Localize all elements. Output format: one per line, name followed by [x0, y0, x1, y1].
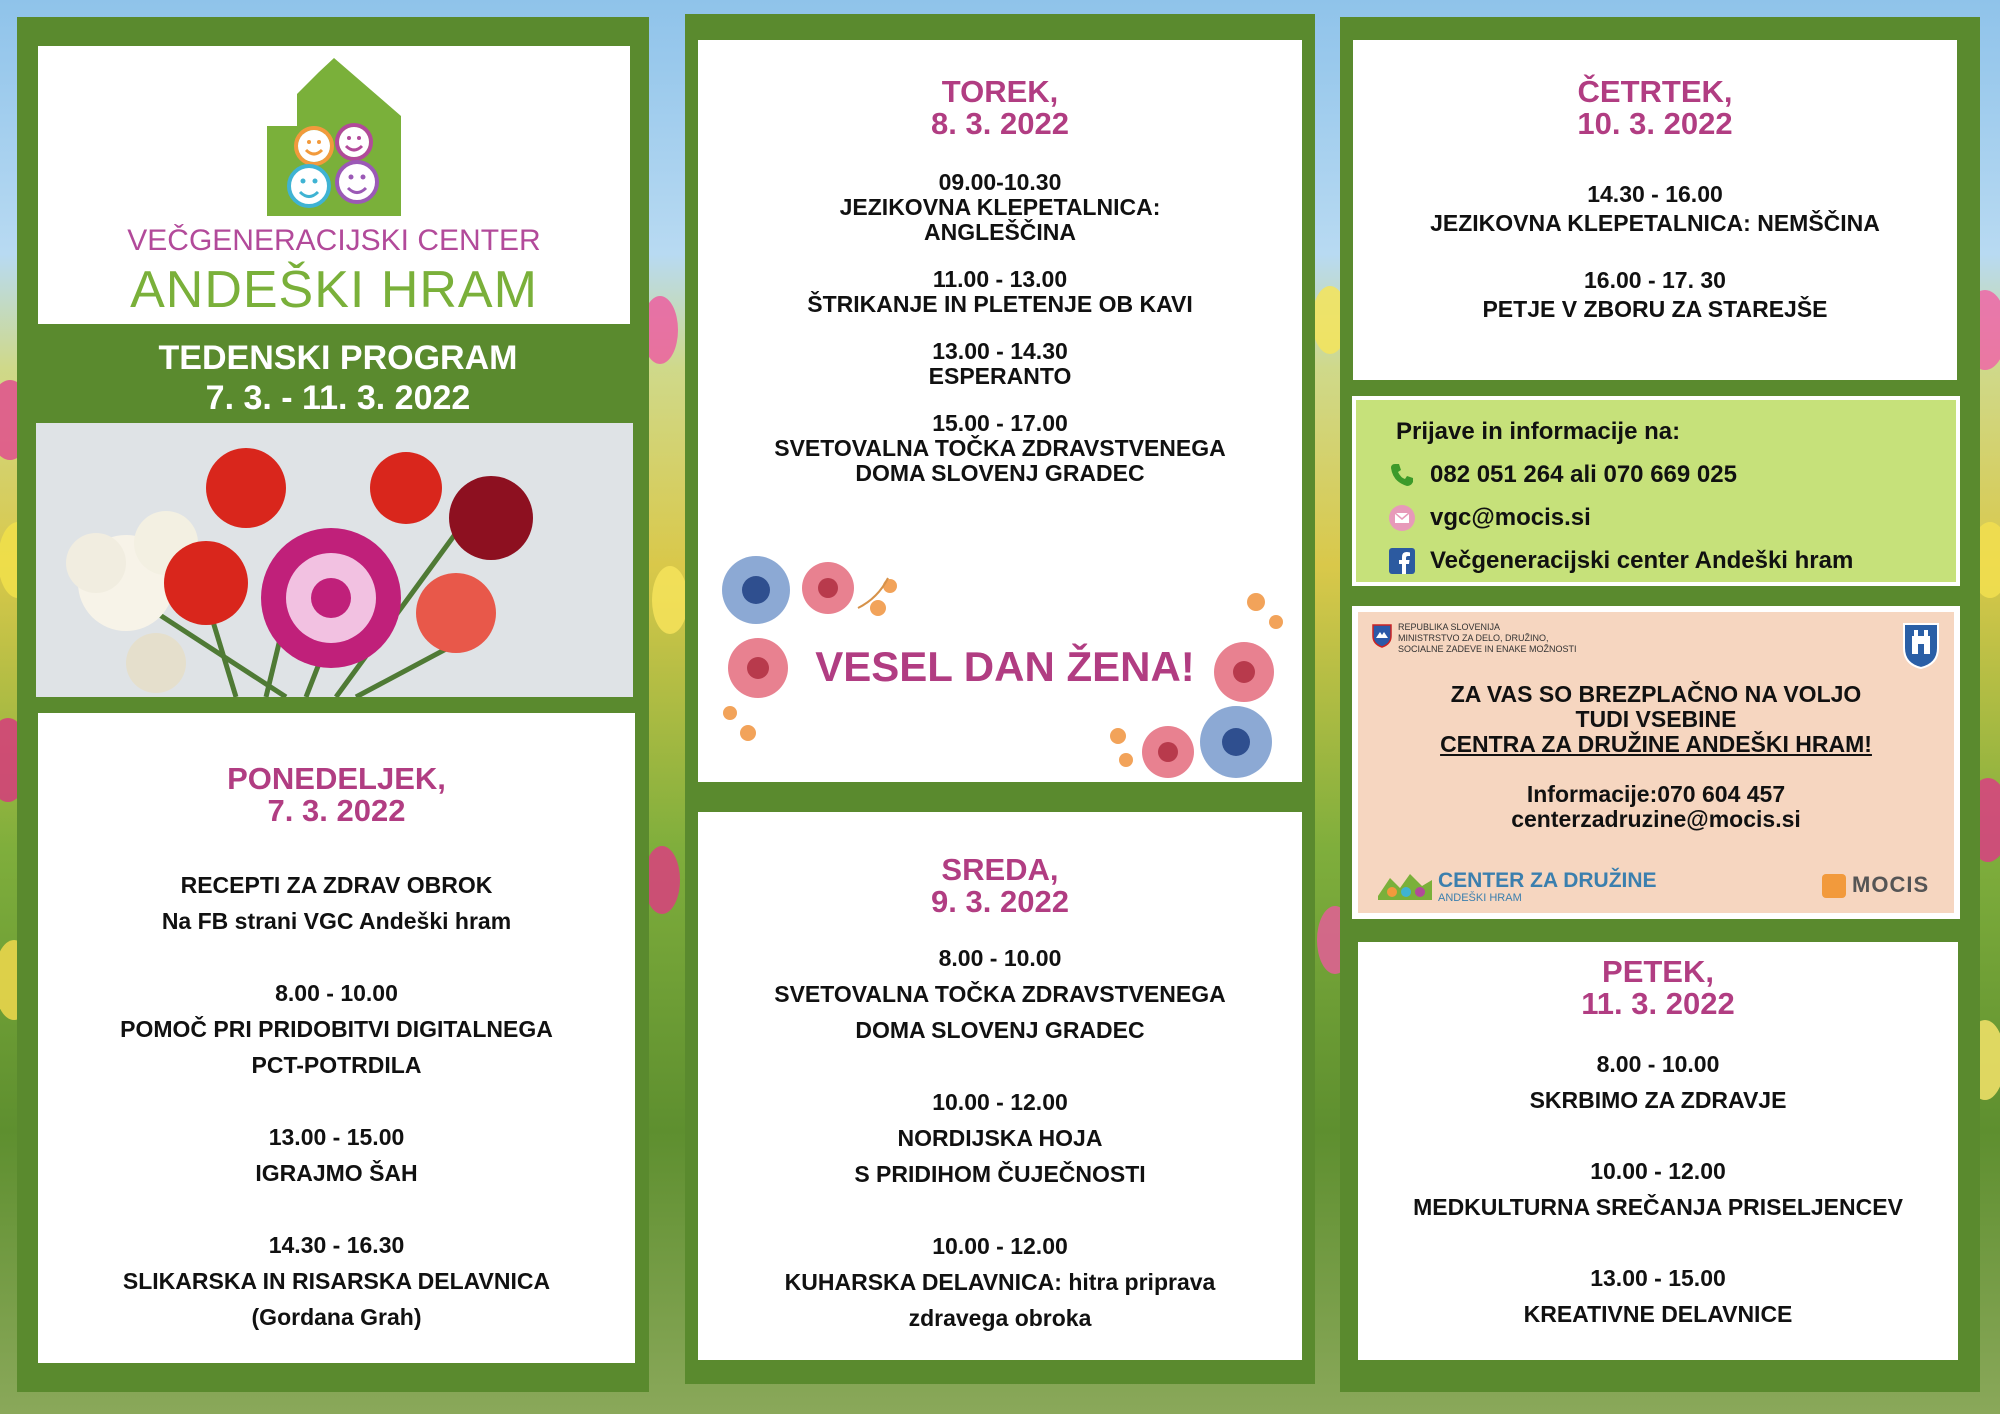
event-time: 8.00 - 10.00	[938, 945, 1062, 971]
event-time: 13.00 - 15.00	[268, 1124, 405, 1150]
thursday-card	[1353, 40, 1957, 380]
event-time: 13.00 - 15.00	[1590, 1265, 1726, 1291]
event-text: DOMA SLOVENJ GRADEC	[855, 460, 1145, 486]
event-text: JEZIKOVNA KLEPETALNICA:	[839, 194, 1161, 220]
friday-date: 11. 3. 2022	[1581, 986, 1735, 1021]
event-time: 15.00 - 17.00	[932, 410, 1068, 436]
contact-box	[1352, 396, 1960, 586]
facebook-icon	[1388, 547, 1416, 575]
carnation-photo	[36, 423, 633, 697]
event-time: 14.30 - 16.00	[1587, 181, 1723, 207]
event-text: Na FB strani VGC Andeški hram	[161, 908, 512, 934]
contact-email[interactable]: vgc@mocis.si	[1430, 503, 1591, 531]
contact-facebook[interactable]: Večgeneracijski center Andeški hram	[1430, 546, 1854, 574]
event-text: SVETOVALNA TOČKA ZDRAVSTVENEGA	[774, 435, 1226, 461]
event-text: POMOČ PRI PRIDOBITVI DIGITALNEGA	[120, 1016, 553, 1042]
event-time: 10.00 - 12.00	[932, 1233, 1068, 1259]
family-center-logo-title: CENTER ZA DRUŽINE	[1438, 869, 1657, 892]
event-text: KREATIVNE DELAVNICE	[1523, 1301, 1793, 1327]
ministry-line: REPUBLIKA SLOVENIJA	[1398, 622, 1501, 632]
event-time: 11.00 - 13.00	[932, 266, 1068, 292]
mail-icon	[1388, 504, 1416, 532]
promo-info: Informacije:070 604 457	[1526, 781, 1786, 807]
event-text: DOMA SLOVENJ GRADEC	[855, 1017, 1145, 1043]
contact-phone[interactable]: 082 051 264 ali 070 669 025	[1430, 460, 1737, 488]
program-title-text: TEDENSKI PROGRAM	[158, 339, 518, 377]
event-text: (Gordana Grah)	[251, 1304, 422, 1330]
event-time: 13.00 - 14.30	[932, 338, 1068, 364]
wednesday-card	[698, 812, 1302, 1360]
logo-line2: ANDEŠKI HRAM	[130, 261, 538, 319]
womens-day-greeting: VESEL DAN ŽENA!	[815, 643, 1195, 690]
promo-line2: TUDI VSEBINE	[1575, 706, 1737, 732]
city-coat-of-arms-icon	[1902, 622, 1940, 670]
monday-event	[38, 867, 635, 1335]
tuesday-card	[698, 40, 1302, 782]
thursday-event	[1353, 180, 1957, 324]
event-time: 10.00 - 12.00	[932, 1089, 1068, 1115]
event-text: PCT-POTRDILA	[251, 1052, 422, 1078]
event-text: SVETOVALNA TOČKA ZDRAVSTVENEGA	[774, 981, 1226, 1007]
monday-day: PONEDELJEK,	[227, 761, 446, 796]
event-text: PETJE V ZBORU ZA STAREJŠE	[1482, 296, 1828, 322]
event-text: zdravega obroka	[908, 1305, 1092, 1331]
event-time: 16.00 - 17. 30	[1584, 267, 1726, 293]
wednesday-event	[698, 940, 1302, 1336]
contact-phone-row	[1388, 453, 1956, 496]
program-dates: 7. 3. - 11. 3. 2022	[205, 379, 471, 417]
event-time: 8.00 - 10.00	[275, 980, 398, 1006]
mocis-logo-text: MOCIS	[1852, 872, 1930, 897]
event-text: S PRIDIHOM ČUJEČNOSTI	[854, 1161, 1146, 1187]
friday-card	[1358, 942, 1958, 1360]
logo-line1: VEČGENERACIJSKI CENTER	[127, 224, 541, 257]
slovenia-coat-of-arms-icon	[1372, 624, 1392, 648]
monday-date: 7. 3. 2022	[267, 793, 406, 828]
ministry-name	[1398, 622, 1577, 655]
contact-heading: Prijave in informacije na:	[1396, 417, 1681, 445]
tuesday-event	[698, 170, 1302, 486]
program-title	[38, 338, 638, 418]
house-logo-icon	[259, 54, 409, 224]
family-center-logo-subtitle: ANDEŠKI HRAM	[1438, 892, 1522, 904]
event-time: 14.30 - 16.30	[268, 1232, 405, 1258]
event-text: JEZIKOVNA KLEPETALNICA: NEMŠČINA	[1430, 210, 1880, 236]
family-center-promo	[1352, 606, 1960, 919]
event-time: 10.00 - 12.00	[1590, 1158, 1726, 1184]
event-text: ANGLEŠČINA	[923, 219, 1077, 245]
promo-line1: ZA VAS SO BREZPLAČNO NA VOLJO	[1450, 681, 1862, 707]
event-time: 09.00-10.30	[938, 169, 1062, 195]
wednesday-day: SREDA,	[941, 852, 1059, 887]
friday-day: PETEK,	[1602, 954, 1714, 989]
event-time: 8.00 - 10.00	[1596, 1051, 1720, 1077]
promo-line3[interactable]: CENTRA ZA DRUŽINE ANDEŠKI HRAM!	[1440, 731, 1872, 757]
ministry-line: SOCIALNE ZADEVE IN ENAKE MOŽNOSTI	[1398, 644, 1577, 654]
event-text: KUHARSKA DELAVNICA: hitra priprava	[784, 1269, 1216, 1295]
contact-facebook-row	[1388, 539, 1956, 582]
event-title: RECEPTI ZA ZDRAV OBROK	[180, 872, 493, 898]
phone-icon	[1388, 461, 1416, 489]
thursday-day: ČETRTEK,	[1577, 74, 1733, 109]
event-text: SKRBIMO ZA ZDRAVJE	[1529, 1087, 1787, 1113]
monday-card	[38, 713, 635, 1363]
thursday-date: 10. 3. 2022	[1577, 106, 1733, 141]
wednesday-date: 9. 3. 2022	[931, 884, 1069, 919]
event-text: SLIKARSKA IN RISARSKA DELAVNICA	[122, 1268, 551, 1294]
logo-card	[38, 46, 630, 324]
event-text: ŠTRIKANJE IN PLETENJE OB KAVI	[807, 291, 1193, 317]
promo-email[interactable]: centerzadruzine@mocis.si	[1511, 806, 1801, 832]
event-text: ESPERANTO	[928, 363, 1072, 389]
tuesday-day: TOREK,	[941, 74, 1059, 109]
mocis-logo-icon	[1822, 874, 1846, 898]
contact-email-row	[1388, 496, 1956, 539]
event-text: NORDIJSKA HOJA	[897, 1125, 1103, 1151]
friday-event	[1358, 1046, 1958, 1332]
tuesday-date: 8. 3. 2022	[931, 106, 1069, 141]
flower-decoration-right	[1096, 580, 1296, 780]
family-center-logo-icon	[1376, 866, 1434, 902]
family-center-logo-text	[1438, 870, 1657, 904]
event-text: MEDKULTURNA SREČANJA PRISELJENCEV	[1413, 1194, 1903, 1220]
ministry-line: MINISTRSTVO ZA DELO, DRUŽINO,	[1398, 633, 1549, 643]
event-text: IGRAJMO ŠAH	[255, 1160, 418, 1186]
